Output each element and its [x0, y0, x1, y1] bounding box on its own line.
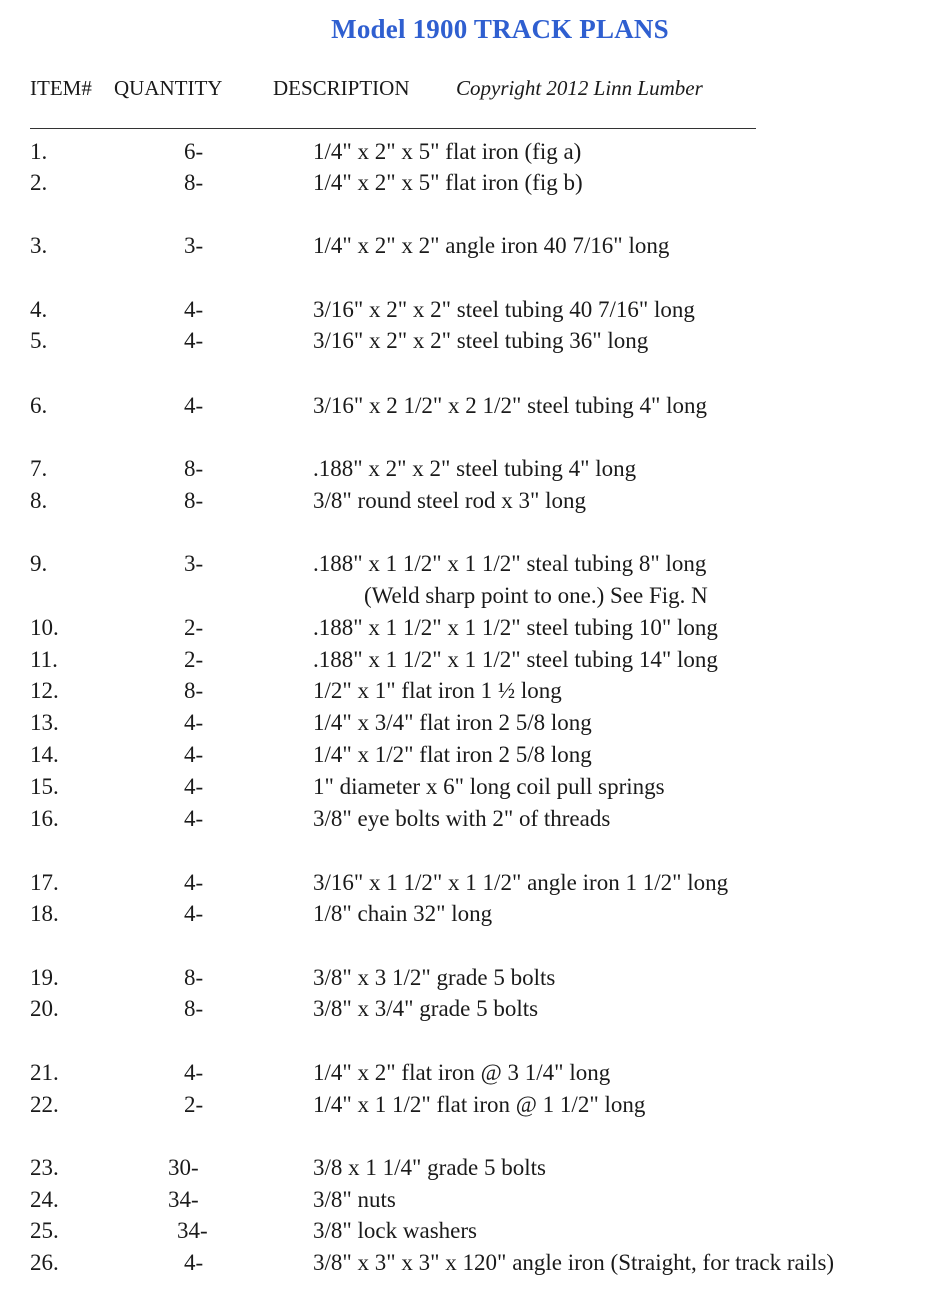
- item-number: 20.: [30, 996, 59, 1021]
- item-description: 1/8" chain 32" long: [313, 901, 493, 926]
- item-number: 2.: [30, 170, 48, 195]
- item-description: 3/16" x 2" x 2" steel tubing 40 7/16" long: [313, 297, 695, 322]
- item-description: 1/4" x 2" flat iron @ 3 1/4" long: [313, 1060, 611, 1085]
- item-quantity: 30-: [168, 1155, 199, 1180]
- item-quantity: 4-: [184, 901, 204, 926]
- item-number: 21.: [30, 1060, 59, 1085]
- item-description: 3/8" eye bolts with 2" of threads: [313, 806, 611, 831]
- item-number: 3.: [30, 233, 48, 258]
- item-description: .188" x 1 1/2" x 1 1/2" steel tubing 10" long: [313, 615, 718, 640]
- item-quantity: 8-: [184, 965, 204, 990]
- item-number: 18.: [30, 901, 59, 926]
- item-quantity: 4-: [184, 742, 204, 767]
- item-description: 1/4" x 2" x 2" angle iron 40 7/16" long: [313, 233, 670, 258]
- item-quantity: 2-: [184, 615, 204, 640]
- item-number: 17.: [30, 870, 59, 895]
- item-quantity: 34-: [168, 1187, 199, 1212]
- item-quantity: 4-: [184, 328, 204, 353]
- item-quantity: 4-: [184, 710, 204, 735]
- item-quantity: 4-: [184, 1250, 204, 1275]
- item-quantity: 4-: [184, 774, 204, 799]
- item-description: 1/2" x 1" flat iron 1 ½ long: [313, 678, 562, 703]
- item-description: 3/8" x 3/4" grade 5 bolts: [313, 996, 539, 1021]
- header-divider: [30, 128, 756, 129]
- item-number: 16.: [30, 806, 59, 831]
- item-number: 14.: [30, 742, 59, 767]
- item-description: 3/8 x 1 1/4" grade 5 bolts: [313, 1155, 546, 1180]
- item-number: 15.: [30, 774, 59, 799]
- item-quantity: 4-: [184, 870, 204, 895]
- item-quantity: 4-: [184, 393, 204, 418]
- item-quantity: 3-: [184, 233, 204, 258]
- item-quantity: 8-: [184, 488, 204, 513]
- item-description: 3/8" nuts: [313, 1187, 396, 1212]
- item-quantity: 8-: [184, 996, 204, 1021]
- column-header-description: DESCRIPTION: [273, 76, 410, 100]
- item-description: 1/4" x 1/2" flat iron 2 5/8 long: [313, 742, 592, 767]
- column-header-quantity: QUANTITY: [114, 76, 223, 100]
- item-description: 1/4" x 1 1/2" flat iron @ 1 1/2" long: [313, 1092, 646, 1117]
- item-number: 22.: [30, 1092, 59, 1117]
- item-number: 9.: [30, 551, 48, 576]
- item-quantity: 6-: [184, 139, 204, 164]
- item-description: 3/8" round steel rod x 3" long: [313, 488, 587, 513]
- item-description: 3/8" lock washers: [313, 1218, 477, 1243]
- item-number: 5.: [30, 328, 48, 353]
- item-description: 3/16" x 2 1/2" x 2 1/2" steel tubing 4" long: [313, 393, 708, 418]
- item-description: 3/8" x 3 1/2" grade 5 bolts: [313, 965, 556, 990]
- item-quantity: 34-: [177, 1218, 208, 1243]
- item-number: 25.: [30, 1218, 59, 1243]
- item-description: 1/4" x 2" x 5" flat iron (fig a): [313, 139, 582, 164]
- item-description: 1/4" x 2" x 5" flat iron (fig b): [313, 170, 583, 195]
- item-quantity: 4-: [184, 806, 204, 831]
- item-description: 1/4" x 3/4" flat iron 2 5/8 long: [313, 710, 592, 735]
- item-number: 4.: [30, 297, 48, 322]
- item-number: 1.: [30, 139, 48, 164]
- item-quantity: 8-: [184, 170, 204, 195]
- item-number: 24.: [30, 1187, 59, 1212]
- item-quantity: 2-: [184, 1092, 204, 1117]
- column-header-item: ITEM#: [30, 76, 92, 100]
- copyright-notice: Copyright 2012 Linn Lumber: [456, 76, 703, 100]
- item-quantity: 4-: [184, 297, 204, 322]
- item-quantity: 2-: [184, 647, 204, 672]
- item-number: 8.: [30, 488, 48, 513]
- item-description: .188" x 2" x 2" steel tubing 4" long: [313, 456, 637, 481]
- page-title: Model 1900 TRACK PLANS: [331, 14, 669, 44]
- item-number: 7.: [30, 456, 48, 481]
- item-description: 3/16" x 2" x 2" steel tubing 36" long: [313, 328, 649, 353]
- item-number: 6.: [30, 393, 48, 418]
- item-quantity: 8-: [184, 456, 204, 481]
- item-description: .188" x 1 1/2" x 1 1/2" steel tubing 14" long: [313, 647, 718, 672]
- item-note: (Weld sharp point to one.) See Fig. N: [364, 583, 708, 608]
- item-number: 10.: [30, 615, 59, 640]
- item-quantity: 4-: [184, 1060, 204, 1085]
- item-number: 12.: [30, 678, 59, 703]
- item-number: 11.: [30, 647, 58, 672]
- item-number: 23.: [30, 1155, 59, 1180]
- item-number: 19.: [30, 965, 59, 990]
- item-quantity: 3-: [184, 551, 204, 576]
- item-description: 1" diameter x 6" long coil pull springs: [313, 774, 665, 799]
- item-description: .188" x 1 1/2" x 1 1/2" steal tubing 8" long: [313, 551, 707, 576]
- item-description: 3/16" x 1 1/2" x 1 1/2" angle iron 1 1/2" long: [313, 870, 729, 895]
- item-number: 26.: [30, 1250, 59, 1275]
- item-quantity: 8-: [184, 678, 204, 703]
- item-description: 3/8" x 3" x 3" x 120" angle iron (Straight, for track rails): [313, 1250, 835, 1275]
- item-number: 13.: [30, 710, 59, 735]
